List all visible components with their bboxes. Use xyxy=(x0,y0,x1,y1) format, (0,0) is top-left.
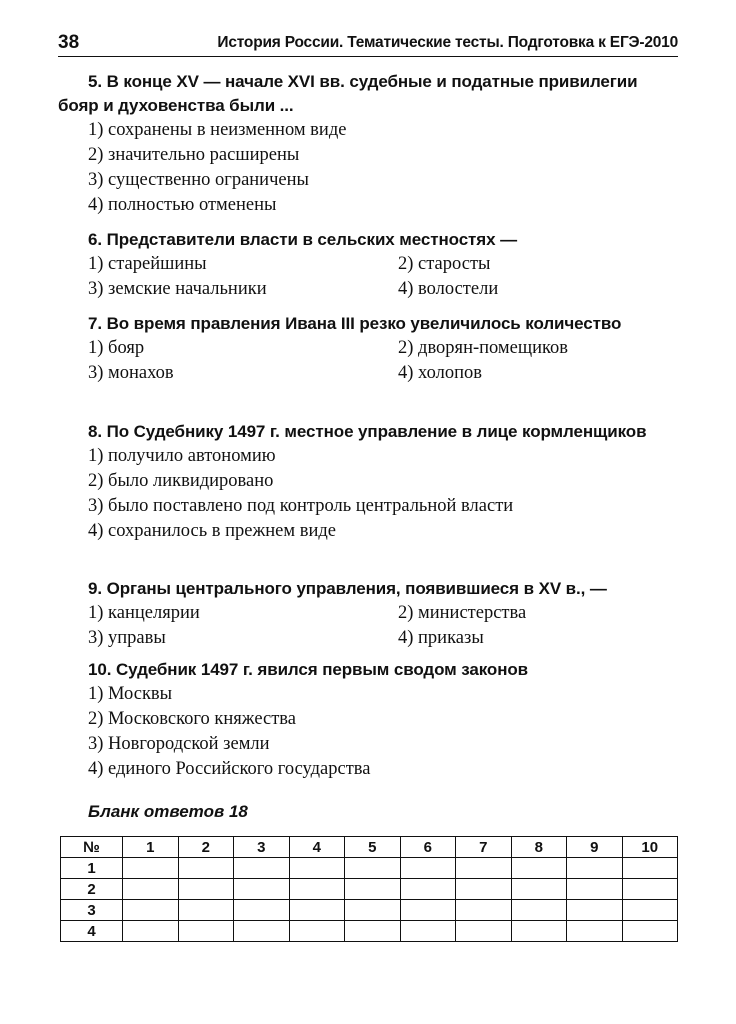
page-header xyxy=(58,32,678,57)
table-header-row xyxy=(61,837,678,858)
column-header: 10 xyxy=(622,837,678,858)
column-header: 8 xyxy=(511,837,567,858)
question-6 xyxy=(58,228,680,302)
answer-cell[interactable] xyxy=(622,858,678,879)
answer-option: 3) существенно ограничены xyxy=(88,170,309,190)
answer-cell[interactable] xyxy=(345,921,401,942)
row-number: 4 xyxy=(61,921,123,942)
column-header: 3 xyxy=(234,837,290,858)
question-title: 7. Во время правления Ивана III резко увеличилось количество xyxy=(88,314,622,333)
answer-cell[interactable] xyxy=(123,900,179,921)
answer-option: 3) управы xyxy=(88,628,166,648)
row-number: 2 xyxy=(61,879,123,900)
answer-cell[interactable] xyxy=(456,900,512,921)
column-header: 5 xyxy=(345,837,401,858)
answer-cell[interactable] xyxy=(400,900,456,921)
answer-option: 2) Московского княжества xyxy=(88,709,296,729)
row-number: 3 xyxy=(61,900,123,921)
answer-option: 2) министерства xyxy=(398,603,527,623)
answer-cell[interactable] xyxy=(178,900,234,921)
answer-cell[interactable] xyxy=(234,858,290,879)
answer-option: 4) холопов xyxy=(398,363,482,383)
question-5 xyxy=(58,70,680,218)
question-title: 8. По Судебнику 1497 г. местное управление в лице кормленщиков xyxy=(88,422,647,441)
column-header: 7 xyxy=(456,837,512,858)
answer-cell[interactable] xyxy=(345,858,401,879)
answer-cell[interactable] xyxy=(178,858,234,879)
answer-cell[interactable] xyxy=(289,921,345,942)
column-header: 2 xyxy=(178,837,234,858)
question-title: 10. Судебник 1497 г. явился первым сводом законов xyxy=(88,660,529,679)
answer-option: 4) приказы xyxy=(398,628,484,648)
column-header: 6 xyxy=(400,837,456,858)
answer-cell[interactable] xyxy=(345,900,401,921)
answer-cell[interactable] xyxy=(178,921,234,942)
answer-option: 1) канцелярии xyxy=(88,603,200,623)
answer-cell[interactable] xyxy=(345,879,401,900)
answer-option: 2) значительно расширены xyxy=(88,145,300,165)
answer-cell[interactable] xyxy=(123,858,179,879)
answer-cell[interactable] xyxy=(622,879,678,900)
answer-cell[interactable] xyxy=(511,879,567,900)
answer-option: 4) волостели xyxy=(398,279,499,299)
answer-cell[interactable] xyxy=(400,858,456,879)
answer-option: 3) земские начальники xyxy=(88,279,267,299)
answer-cell[interactable] xyxy=(511,900,567,921)
answer-cell[interactable] xyxy=(289,858,345,879)
answer-option: 3) Новгородской земли xyxy=(88,734,270,754)
answer-option: 2) старосты xyxy=(398,254,491,274)
answer-cell[interactable] xyxy=(234,879,290,900)
table-row xyxy=(61,879,678,900)
table-row xyxy=(61,858,678,879)
answer-cell[interactable] xyxy=(511,858,567,879)
answer-option: 4) сохранилось в прежнем виде xyxy=(88,521,336,541)
question-title: 9. Органы центрального управления, появившиеся в XV в., — xyxy=(88,579,607,598)
answer-cell[interactable] xyxy=(511,921,567,942)
answer-cell[interactable] xyxy=(289,900,345,921)
column-header: 1 xyxy=(123,837,179,858)
running-title: История России. Тематические тесты. Подготовка к ЕГЭ-2010 xyxy=(217,34,678,51)
answer-option: 1) получило автономию xyxy=(88,446,276,466)
answer-sheet-table xyxy=(60,836,678,942)
answer-option: 1) Москвы xyxy=(88,684,173,704)
question-8 xyxy=(58,420,680,544)
column-header: 4 xyxy=(289,837,345,858)
answer-option: 4) единого Российского государства xyxy=(88,759,371,779)
answer-cell[interactable] xyxy=(567,900,623,921)
answer-cell[interactable] xyxy=(123,921,179,942)
answer-sheet-title: Бланк ответов 18 xyxy=(88,802,248,821)
answer-option: 1) сохранены в неизменном виде xyxy=(88,120,347,140)
answer-cell[interactable] xyxy=(234,921,290,942)
table-row xyxy=(61,900,678,921)
answer-cell[interactable] xyxy=(567,879,623,900)
answer-cell[interactable] xyxy=(456,858,512,879)
question-title: 5. В конце XV — начале XVI вв. судебные и податные привилегии бояр и духовенства были ... xyxy=(58,72,638,115)
answer-cell[interactable] xyxy=(622,921,678,942)
question-title: 6. Представители власти в сельских местностях — xyxy=(88,230,517,249)
answer-cell[interactable] xyxy=(400,921,456,942)
answer-option: 4) полностью отменены xyxy=(88,195,277,215)
answer-cell[interactable] xyxy=(123,879,179,900)
answer-cell[interactable] xyxy=(567,921,623,942)
answer-option: 1) старейшины xyxy=(88,254,207,274)
answer-cell[interactable] xyxy=(622,900,678,921)
answer-option: 3) монахов xyxy=(88,363,174,383)
table-row xyxy=(61,921,678,942)
answer-cell[interactable] xyxy=(178,879,234,900)
page-number: 38 xyxy=(58,32,80,53)
answer-cell[interactable] xyxy=(567,858,623,879)
answer-cell[interactable] xyxy=(234,900,290,921)
answer-cell[interactable] xyxy=(400,879,456,900)
answer-option: 2) дворян-помещиков xyxy=(398,338,569,358)
column-header: 9 xyxy=(567,837,623,858)
answer-cell[interactable] xyxy=(456,921,512,942)
question-7 xyxy=(58,312,680,386)
answer-option: 3) было поставлено под контроль центральной власти xyxy=(88,496,514,516)
row-number: 1 xyxy=(61,858,123,879)
answer-option: 1) бояр xyxy=(88,338,145,358)
column-header: № xyxy=(61,837,123,858)
answer-option: 2) было ликвидировано xyxy=(88,471,274,491)
question-10 xyxy=(58,658,680,782)
answer-cell[interactable] xyxy=(456,879,512,900)
answer-cell[interactable] xyxy=(289,879,345,900)
question-9 xyxy=(58,577,680,651)
